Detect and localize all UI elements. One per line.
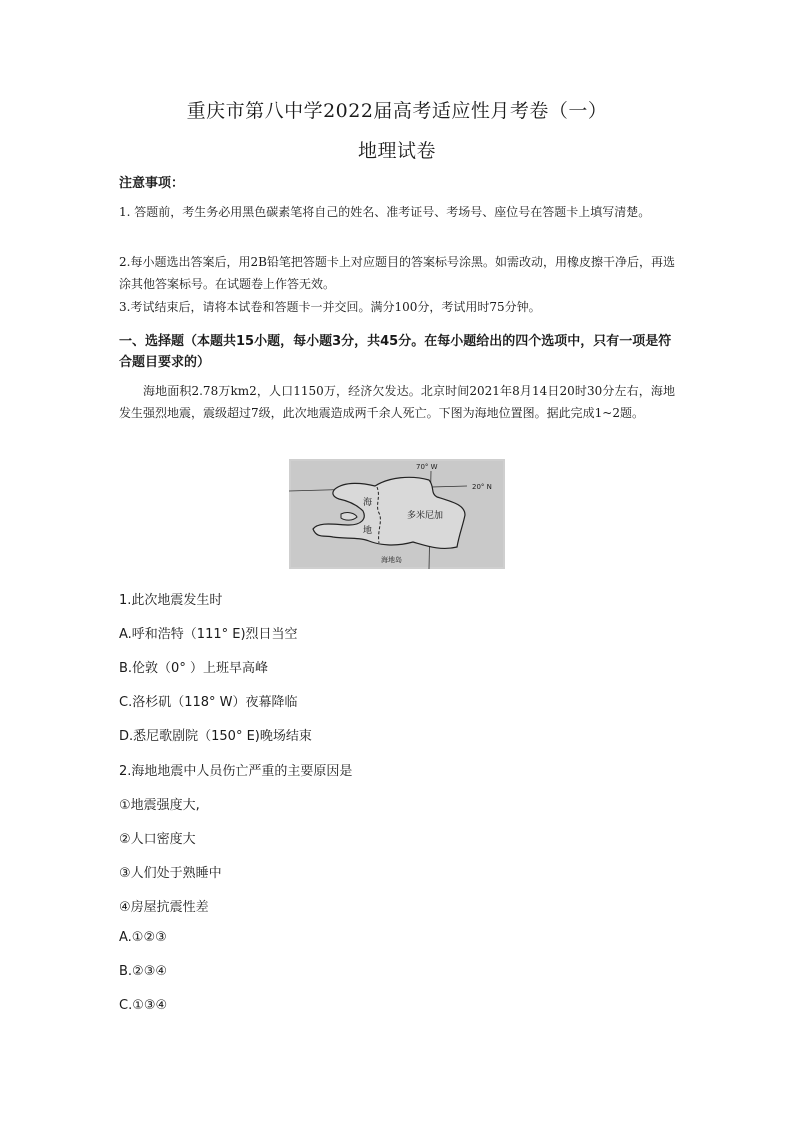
haiti-label-1: 海: [363, 498, 373, 508]
question-2-stem: 2.海地地震中人员伤亡严重的主要原因是: [119, 764, 353, 779]
question-1-option-c: C.洛杉矶（118° W）夜幕降临: [119, 695, 298, 710]
question-1-option-d: D.悉尼歌剧院（150° E)晚场结束: [119, 729, 312, 744]
haiti-location-map: [289, 459, 505, 569]
notice-item-1: 1. 答题前，考生务必用黑色碳素笔将自己的姓名、准考证号、考场号、座位号在答题卡上填写清楚。: [119, 205, 651, 219]
notice-item-3: 3.考试结束后，请将本试卷和答题卡一并交回。满分100分，考试用时75分钟。: [119, 300, 541, 314]
exam-subtitle: 地理试卷: [357, 140, 436, 162]
longitude-label: 70° W: [416, 463, 438, 471]
question-2-statement-4: ④房屋抗震性差: [119, 900, 209, 915]
dominican-label: 多米尼加: [407, 511, 444, 521]
question-1-option-a: A.呼和浩特（111° E)烈日当空: [119, 627, 298, 642]
notice-heading: 注意事项：: [119, 176, 185, 191]
question-2-statement-3: ③人们处于熟睡中: [119, 866, 222, 881]
question-2-option-a: A.①②③: [119, 930, 167, 945]
question-2-option-b: B.②③④: [119, 964, 168, 979]
question-1-option-b: B.伦敦（0° ）上班早高峰: [119, 661, 268, 676]
latitude-label: 20° N: [472, 483, 492, 491]
question-2-statement-2: ②人口密度大: [119, 832, 196, 847]
question-intro: 海地面积2.78万km2，人口1150万，经济欠发达。北京时间2021年8月14日20时30分左右，海地发生强烈地震，震级超过7级，此次地震造成两千余人死亡。下图为海地位置图。据此完成1~2题。: [119, 384, 675, 420]
exam-title: 重庆市第八中学2022届高考适应性月考卷（一）: [186, 100, 608, 122]
haiti-label-2: 地: [363, 526, 373, 536]
section-heading: 一、选择题（本题共15小题，每小题3分，共45分。在每小题给出的四个选项中，只有一项是符合题目要求的）: [119, 334, 672, 370]
island-label: 海地岛: [381, 556, 402, 564]
question-2-option-c: C.①③④: [119, 998, 168, 1013]
question-1-stem: 1.此次地震发生时: [119, 593, 223, 608]
question-2-statement-1: ①地震强度大,: [119, 798, 200, 813]
notice-item-2: 2.每小题选出答案后，用2B铅笔把答题卡上对应题目的答案标号涂黑。如需改动，用橡皮擦干净后，再选涂其他答案标号。在试题卷上作答无效。: [119, 255, 675, 291]
